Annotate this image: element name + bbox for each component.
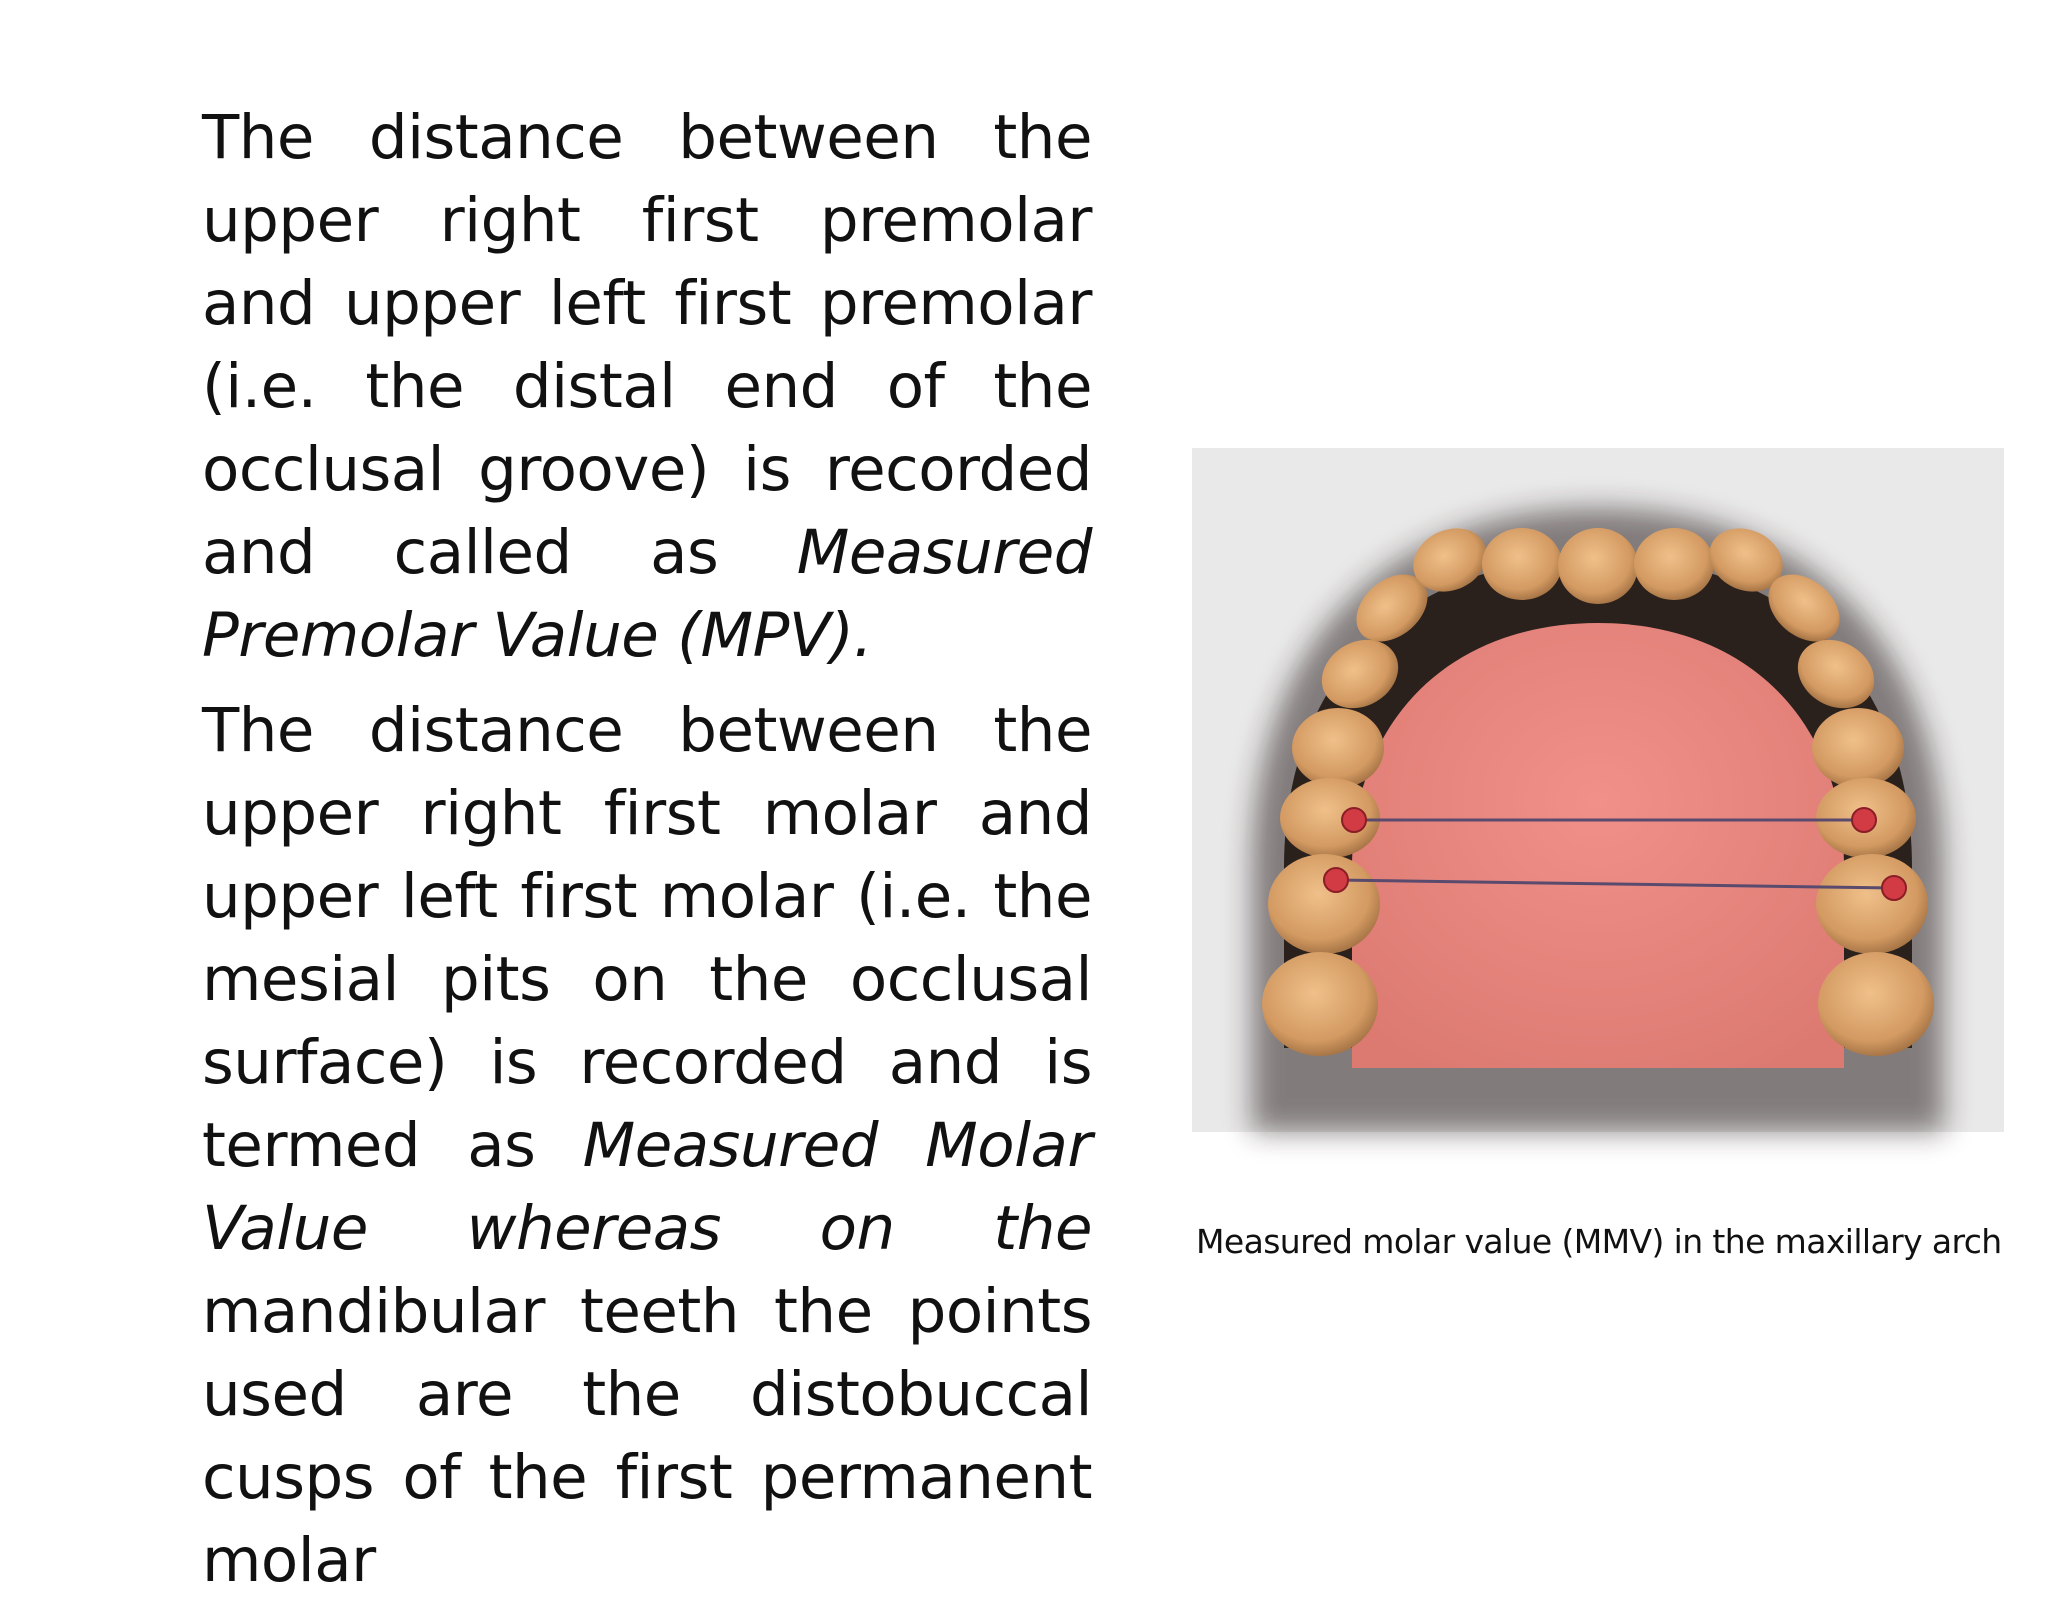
term-mpv: Measured Premolar Value (MPV).	[202, 517, 1092, 671]
paragraph-mmv-text-after: mandibular teeth the points used are the distobuccal cusps of the first permanent molar	[202, 1276, 1092, 1596]
paragraph-mpv	[202, 96, 1092, 677]
premolar-point-right	[1342, 808, 1366, 832]
figure-caption: Measured molar value (MMV) in the maxillary arch	[1196, 1222, 2002, 1261]
body-text	[202, 96, 1092, 1614]
maxillary-arch-figure	[1192, 448, 2004, 1132]
paragraph-mmv	[202, 689, 1092, 1602]
molar-point-left	[1882, 876, 1906, 900]
paragraph-mpv-text: The distance between the upper right first premolar and upper left first premolar (i.e. the distal end of the occlusal groove) is recorded and called as	[202, 102, 1092, 588]
molar-point-right	[1324, 868, 1348, 892]
paragraph-mmv-text: The distance between the upper right first molar and upper left first molar (i.e. the mesial pits on the occlusal surface) is recorded and is termed as	[202, 695, 1092, 1181]
premolar-point-left	[1852, 808, 1876, 832]
term-mmv: Measured Molar Value whereas on the	[202, 1110, 1092, 1264]
palate	[1352, 623, 1844, 1068]
maxillary-arch-illustration	[1192, 448, 2004, 1132]
